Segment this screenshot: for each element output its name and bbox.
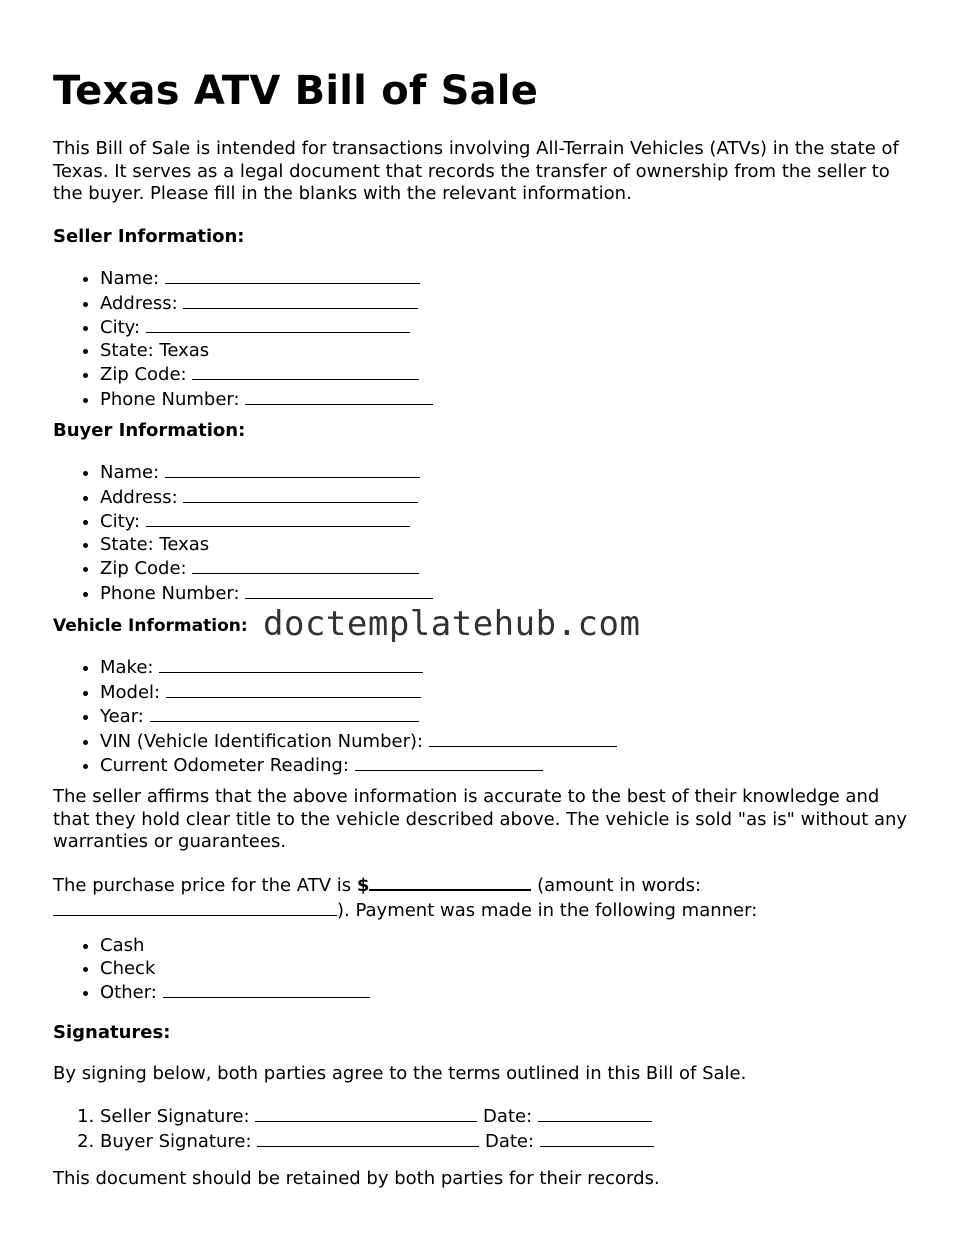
vehicle-year-item: • Year: [100,704,617,729]
buyer-city-field[interactable] [146,509,410,527]
payment-other-field[interactable] [163,980,370,998]
seller-city-item: • City: [100,315,433,340]
vehicle-odometer-item: • Current Odometer Reading: [100,753,617,778]
buyer-address-item: • Address: [100,485,433,510]
document-title: Texas ATV Bill of Sale [53,68,539,114]
vehicle-make-field[interactable] [159,655,423,673]
intro-paragraph: This Bill of Sale is intended for transactions involving All-Terrain Vehicles (ATVs) in the state of Texas. It serves as a legal document that records the transfer of ownership from the seller to the buyer. Please fill in the blanks with the relevant information. [53,138,899,204]
buyer-address-field[interactable] [183,485,418,503]
vehicle-year-field[interactable] [150,704,419,722]
seller-phone-item: • Phone Number: [100,387,433,412]
seller-address-item: • Address: [100,291,433,316]
seller-phone-field[interactable] [245,387,433,405]
buyer-name-field[interactable] [165,460,420,478]
buyer-date-field[interactable] [540,1129,654,1147]
buyer-zip-item: • Zip Code: [100,556,433,581]
seller-signature-item: 1. Seller Signature: Date: [100,1104,654,1129]
vehicle-heading: Vehicle Information: [53,616,248,636]
seller-zip-item: • Zip Code: [100,362,433,387]
seller-city-field[interactable] [146,315,410,333]
buyer-zip-field[interactable] [192,556,419,574]
buyer-signature-item: 2. Buyer Signature: Date: [100,1129,654,1154]
price-words-field[interactable] [53,898,337,916]
seller-name-field[interactable] [165,266,420,284]
buyer-phone-item: • Phone Number: [100,581,433,606]
vehicle-vin-field[interactable] [429,729,617,747]
price-amount-field[interactable] [369,872,531,891]
agreement-paragraph: By signing below, both parties agree to the terms outlined in this Bill of Sale. [53,1063,747,1084]
seller-list [53,266,433,411]
vehicle-vin-item: • VIN (Vehicle Identification Number): [100,729,617,754]
seller-state-item: • State: Texas [100,340,433,363]
seller-name-item: • Name: [100,266,433,291]
seller-address-field[interactable] [183,291,418,309]
payment-check-item: • Check [100,958,370,981]
buyer-signature-field[interactable] [257,1129,479,1147]
vehicle-model-item: • Model: [100,680,617,705]
payment-list [53,935,370,1005]
vehicle-odometer-field[interactable] [355,753,543,771]
vehicle-model-field[interactable] [166,680,421,698]
seller-zip-field[interactable] [192,362,419,380]
seller-signature-field[interactable] [255,1104,477,1122]
currency-symbol: $ [356,875,370,896]
price-paragraph: The purchase price for the ATV is $ (amount in words: ). Payment was made in the following manner: [53,872,913,922]
affirmation-paragraph: The seller affirms that the above information is accurate to the best of their knowledge and that they hold clear title to the vehicle described above. The vehicle is sold "as is" without any warranties or guarantees. [53,786,908,852]
buyer-heading: Buyer Information: [53,420,246,441]
payment-other-item: • Other: [100,980,370,1005]
buyer-state-item: • State: Texas [100,534,433,557]
vehicle-list [53,655,617,778]
vehicle-make-item: • Make: [100,655,617,680]
buyer-name-item: • Name: [100,460,433,485]
watermark-text: doctemplatehub.com [263,604,641,644]
signature-list [53,1104,654,1153]
buyer-phone-field[interactable] [245,581,433,599]
payment-cash-item: • Cash [100,935,370,958]
closing-paragraph: This document should be retained by both parties for their records. [53,1168,660,1189]
signatures-heading: Signatures: [53,1022,171,1043]
buyer-list [53,460,433,605]
seller-date-field[interactable] [538,1104,652,1122]
seller-heading: Seller Information: [53,226,245,247]
buyer-city-item: • City: [100,509,433,534]
